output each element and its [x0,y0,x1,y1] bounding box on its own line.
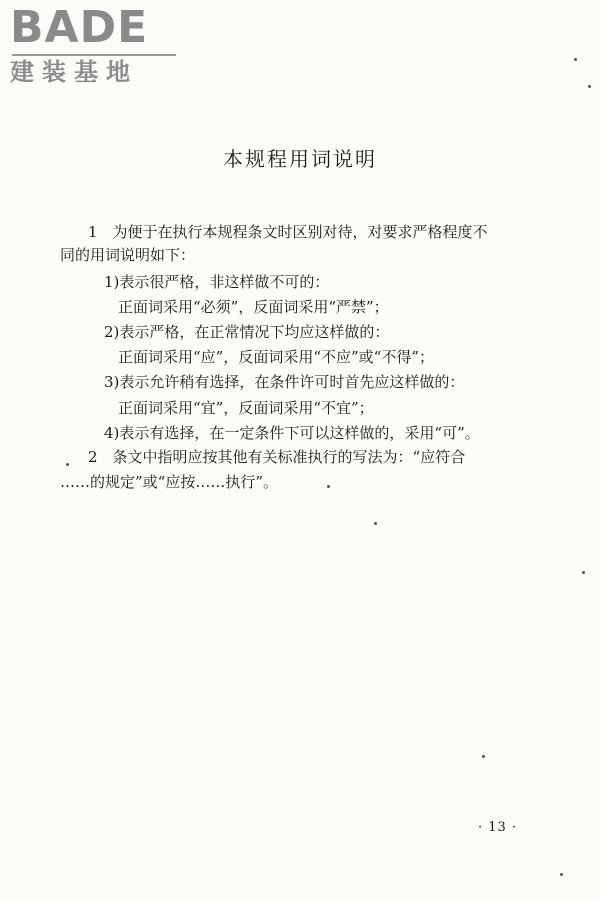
paragraph-2-line-1: 2 条文中指明应按其他有关标准执行的写法为：“应符合 [88,448,466,466]
scan-speck [582,571,585,574]
item-1-heading: 1)表示很严格，非这样做不可的： [104,273,330,291]
item-4-heading: 4)表示有选择，在一定条件下可以这样做的，采用“可”。 [104,424,480,442]
item-2-detail: 正面词采用“应”，反面词采用“不应”或“不得”； [118,348,435,366]
paragraph-1-line-2: 同的用词说明如下： [60,246,196,264]
scan-speck [560,873,563,876]
scan-speck [374,522,377,525]
scan-speck [574,58,577,61]
page-number: · 13 · [478,820,518,835]
scan-speck [482,755,485,758]
scan-speck [327,485,330,488]
item-2-heading: 2)表示严格，在正常情况下均应这样做的： [104,323,390,341]
item-3-detail: 正面词采用“宜”，反面词采用“不宜”； [118,399,374,417]
paragraph-2-line-2: ……的规定”或“应按……执行”。 [60,473,279,491]
paragraph-1-line-1: 1 为便于在执行本规程条文时区别对待，对要求严格程度不 [88,223,488,241]
scan-speck [588,85,591,88]
item-1-detail: 正面词采用“必须”，反面词采用“严禁”； [118,298,389,316]
bade-logo [10,4,180,86]
logo-chinese-name: 建装基地 [10,58,138,86]
page-title: 本规程用词说明 [223,147,377,171]
scan-speck [66,463,69,466]
logo-wordmark: BADE [10,2,149,53]
logo-divider [12,54,176,56]
item-3-heading: 3)表示允许稍有选择，在条件许可时首先应这样做的： [104,373,465,391]
